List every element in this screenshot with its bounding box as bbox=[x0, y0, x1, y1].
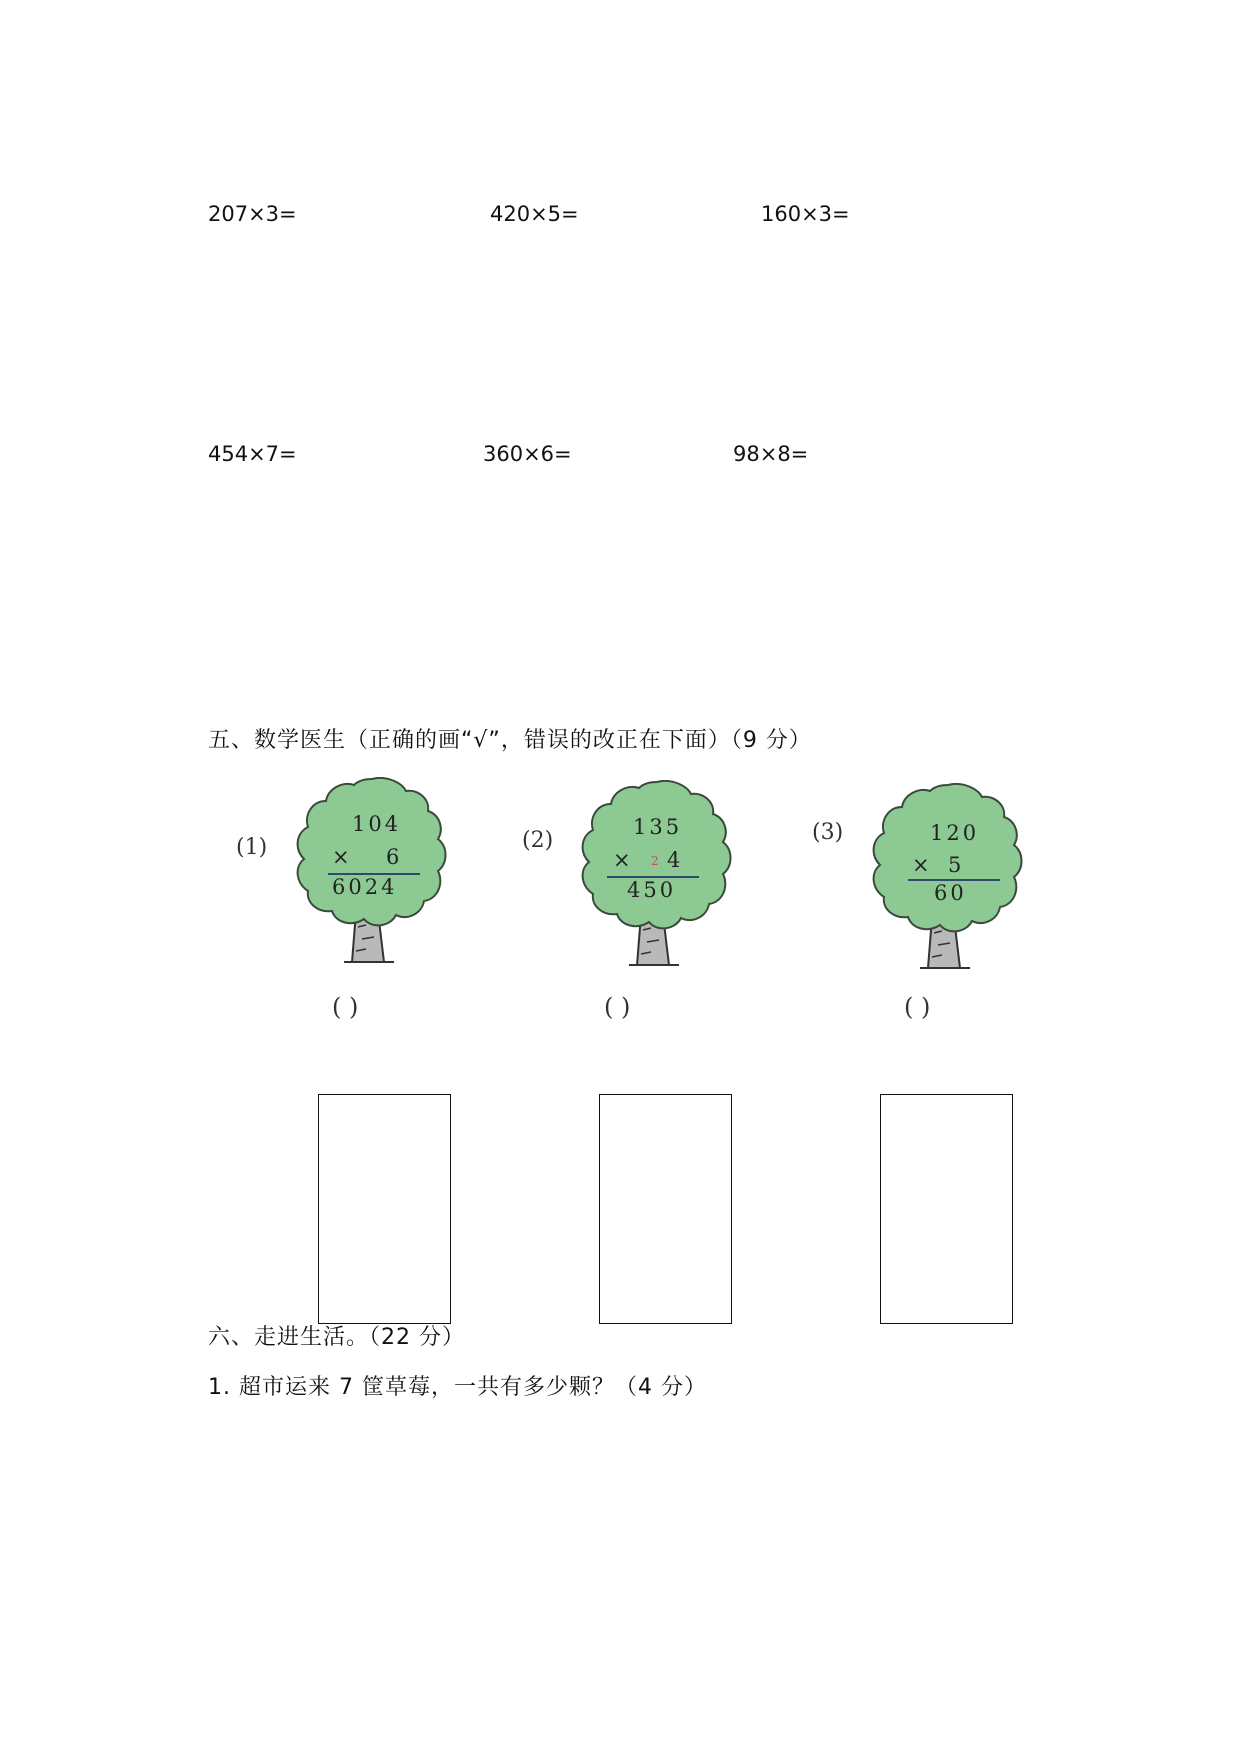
section6-title: 六、走进生活。（22 分） bbox=[208, 1325, 465, 1350]
problem-3: 160×3= bbox=[761, 202, 850, 226]
tree2-top: 135 bbox=[633, 815, 683, 839]
problem-6: 98×8= bbox=[733, 442, 809, 466]
problem-4: 454×7= bbox=[208, 442, 297, 466]
tree3-top: 120 bbox=[930, 821, 980, 845]
tree1-calc bbox=[292, 777, 452, 967]
tree3-calc bbox=[868, 783, 1028, 973]
tree1-times: × bbox=[332, 845, 353, 869]
problem-5: 360×6= bbox=[483, 442, 572, 466]
tree1-answer-paren[interactable]: ( ) bbox=[332, 993, 359, 1021]
tree-1 bbox=[292, 777, 452, 967]
problem-2: 420×5= bbox=[490, 202, 579, 226]
tree3-label: (3) bbox=[812, 820, 844, 845]
tree-3 bbox=[868, 783, 1028, 973]
tree1-label: (1) bbox=[236, 835, 268, 860]
tree2-carry: 2 bbox=[651, 854, 662, 868]
tree-2 bbox=[577, 780, 737, 970]
tree2-label: (2) bbox=[522, 828, 554, 853]
tree3-mult: 5 bbox=[948, 853, 965, 877]
correction-box-2[interactable] bbox=[599, 1094, 732, 1324]
tree2-times: × bbox=[613, 848, 634, 872]
tree2-result: 450 bbox=[627, 878, 677, 902]
question-1: 1. 超市运来 7 筐草莓，一共有多少颗？（4 分） bbox=[208, 1375, 707, 1400]
tree3-result: 60 bbox=[934, 881, 967, 905]
correction-box-1[interactable] bbox=[318, 1094, 451, 1324]
tree2-mult: 4 bbox=[667, 848, 684, 872]
tree2-calc bbox=[577, 780, 737, 970]
correction-box-3[interactable] bbox=[880, 1094, 1013, 1324]
tree3-times: × bbox=[912, 853, 933, 877]
tree1-result: 6024 bbox=[332, 875, 398, 899]
tree3-answer-paren[interactable]: ( ) bbox=[904, 993, 931, 1021]
tree1-top: 104 bbox=[352, 812, 402, 836]
section5-title: 五、数学医生（正确的画“√”，错误的改正在下面）（9 分） bbox=[208, 728, 812, 753]
tree2-answer-paren[interactable]: ( ) bbox=[604, 993, 631, 1021]
tree1-mult: 6 bbox=[386, 845, 403, 869]
problem-1: 207×3= bbox=[208, 202, 297, 226]
